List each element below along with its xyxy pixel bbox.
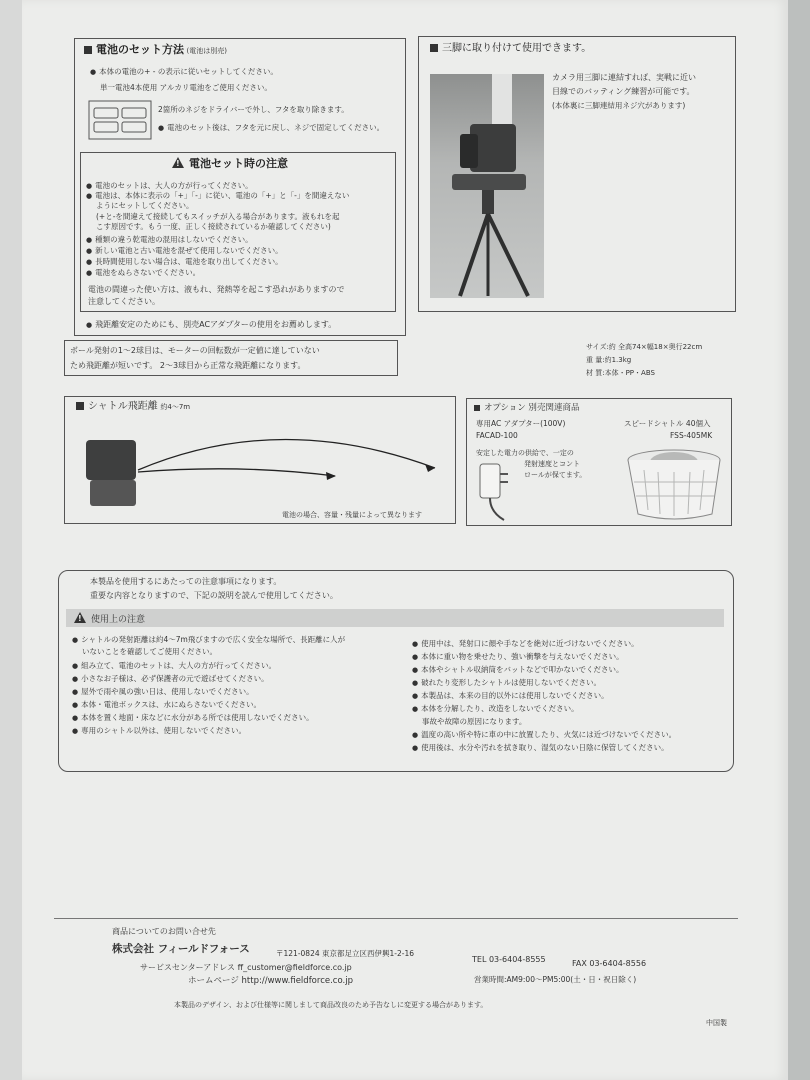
usage-right-3: ● 本体やシャトル収納筒をバットなどで叩かないでください。 <box>412 664 623 676</box>
usage-left-6: ● 本体・電池ボックスは、水にぬらさないでください。 <box>72 699 261 711</box>
adapter-desc-3: ロールが保てます。 <box>524 471 587 479</box>
battery-line-3: 2箇所のネジをドライバーで外し、フタを取り除きます。 <box>158 105 349 114</box>
battery-recommend: ● 飛距離安定のためにも、別売ACアダプターの使用をお薦めします。 <box>86 319 336 331</box>
usage-intro-1: 本製品を使用するにあたっての注意事項になります。 <box>90 577 282 586</box>
battery-caution-7: ● 新しい電池と古い電池を混ぜて使用しないでください。 <box>86 245 283 257</box>
usage-right-9: ● 使用後は、水分や汚れを拭き取り、湿気のない日陰に保管してください。 <box>412 742 669 754</box>
options-title: オプション 別売関連商品 <box>474 402 579 414</box>
battery-caution-1: ● 電池のセットは、大人の方が行ってください。 <box>86 180 253 192</box>
battery-compartment-illustration <box>88 100 152 140</box>
distance-note: 電池の場合、容量・残量によって異なります <box>282 511 422 519</box>
footer-address: 〒121-0824 東京都足立区西伊興1-2-16 <box>276 949 414 958</box>
spec-material: 材 質:本体・PP・ABS <box>586 369 655 377</box>
footer-web: ホームページ http://www.fieldforce.co.jp <box>188 976 353 986</box>
launcher-on-tripod-illustration <box>430 74 544 298</box>
battery-line-1: ● 本体の電池の+ - の表示に従いセットしてください。 <box>90 66 278 78</box>
footer-inquiry: 商品についてのお問い合せ先 <box>112 927 216 936</box>
battery-caution-2: ● 電池は、本体に表示の「+」「-」に従い、電池の「+」と「-」を間違えない <box>86 190 349 202</box>
battery-line-4: ● 電池のセット後は、フタを元に戻し、ネジで固定してください。 <box>158 122 384 134</box>
usage-right-1: ● 使用中は、発射口に顔や手などを絶対に近づけないでください。 <box>412 638 639 650</box>
usage-right-2: ● 本体に重い物を乗せたり、強い衝撃を与えないでください。 <box>412 651 624 663</box>
battery-caution-3: ようにセットしてください。 <box>96 201 194 210</box>
usage-left-4: ● 小さなお子様は、必ず保護者の元で遊ばせてください。 <box>72 673 269 685</box>
battery-warning-1: 電池の間違った使い方は、液もれ、発熱等を起こす恐れがありますので <box>88 285 345 294</box>
battery-caution-4: (+と-を間違えて接続してもスイッチが入る場合があります。液もれを起 <box>96 212 340 221</box>
battery-caution-6: ● 種類の違う乾電池の混用はしないでください。 <box>86 234 253 246</box>
usage-intro-2: 重要な内容となりますので、下記の説明を読んで使用してください。 <box>90 591 338 600</box>
usage-caution-title: !使用上の注意 <box>74 612 145 626</box>
shuttle-code: FSS-405MK <box>670 431 713 440</box>
tripod-line-3: (本体裏に三脚連結用ネジ穴があります) <box>552 101 686 110</box>
usage-right-8: ● 温度の高い所や特に車の中に放置したり、火気には近づけないでください。 <box>412 729 676 741</box>
battery-line-2: 単一電池4本使用 アルカリ電池をご使用ください。 <box>100 83 272 92</box>
usage-left-8: ● 専用のシャトル以外は、使用しないでください。 <box>72 725 246 737</box>
footer-email: サービスセンターアドレス ff_customer@fieldforce.co.jp <box>140 963 352 972</box>
background-left <box>0 0 22 1080</box>
usage-left-2: いないことを確認してご使用ください。 <box>82 647 217 656</box>
usage-right-6: ● 本体を分解したり、改造をしないでください。 <box>412 703 579 715</box>
spec-weight: 重 量:約1.3kg <box>586 356 632 364</box>
battery-warning-2: 注意してください。 <box>88 297 160 306</box>
warning-icon <box>74 612 86 623</box>
ball-note-line-1: ボール発射の1～2球目は、モーターの回転数が一定値に達していない <box>70 346 320 355</box>
battery-caution-5: こす原因です。もう一度、正しく接続されているか確認してください) <box>96 222 331 231</box>
footer-tel: TEL 03-6404-8555 <box>472 955 546 964</box>
spec-size: サイズ:約 全高74×幅18×奥行22cm <box>586 343 703 351</box>
battery-title: 電池のセット方法 (電池は別売) <box>84 44 227 57</box>
usage-right-4: ● 破れたり変形したシャトルは使用しないでください。 <box>412 677 601 689</box>
usage-left-7: ● 本体を置く地面・床などに水分がある所では使用しないでください。 <box>72 712 314 724</box>
battery-caution-9: ● 電池をぬらさないでください。 <box>86 267 200 279</box>
background-right <box>788 0 810 1080</box>
footer-origin: 中国製 <box>706 1019 727 1027</box>
usage-left-3: ● 組み立て、電池のセットは、大人の方が行ってください。 <box>72 660 276 672</box>
warning-icon <box>172 157 184 168</box>
shuttle-name: スピードシャトル 40個入 <box>624 419 711 428</box>
usage-left-1: ● シャトルの発射距離は約4～7m飛びますので広く安全な場所で、長距離に人が <box>72 634 345 646</box>
shuttle-basket-illustration <box>620 446 724 522</box>
battery-caution-title: !電池セット時の注意 <box>172 157 288 171</box>
tripod-title: 三脚に取り付けて使用できます。 <box>430 43 591 55</box>
adapter-name: 専用AC アダプター(100V) <box>476 419 566 428</box>
usage-right-7: 事故や故障の原因になります。 <box>422 717 527 726</box>
footer-disclaimer: 本製品のデザイン、および仕様等に関しまして商品改良のため予告なしに変更する場合があります。 <box>174 1001 488 1009</box>
battery-caution-8: ● 長時間使用しない場合は、電池を取り出してください。 <box>86 256 283 268</box>
ball-note-line-2: ため飛距離が短いです。 2～3球目から正常な飛距離になります。 <box>70 361 306 370</box>
adapter-desc-2: 発射速度とコント <box>524 460 580 468</box>
footer-company: 株式会社 フィールドフォース <box>112 943 250 955</box>
footer-divider <box>54 918 738 919</box>
distance-title: シャトル飛距離 約4～7m <box>76 401 190 413</box>
usage-left-5: ● 屋外で雨や風の強い日は、使用しないでください。 <box>72 686 254 698</box>
adapter-desc-1: 安定した電力の供給で、一定の <box>476 449 574 457</box>
footer-fax: FAX 03-6404-8556 <box>572 959 647 968</box>
tripod-line-2: 目線でのバッティング練習が可能です。 <box>552 87 695 96</box>
shuttle-distance-diagram <box>80 420 450 510</box>
usage-caution-bar <box>66 609 724 627</box>
adapter-code: FACAD-100 <box>476 431 518 440</box>
ac-adapter-illustration <box>476 462 516 522</box>
usage-right-5: ● 本製品は、本来の目的以外には使用しないでください。 <box>412 690 609 702</box>
footer-hours: 営業時間:AM9:00～PM5:00(土・日・祝日除く) <box>474 975 637 984</box>
tripod-line-1: カメラ用三脚に連結すれば、実戦に近い <box>552 73 696 82</box>
